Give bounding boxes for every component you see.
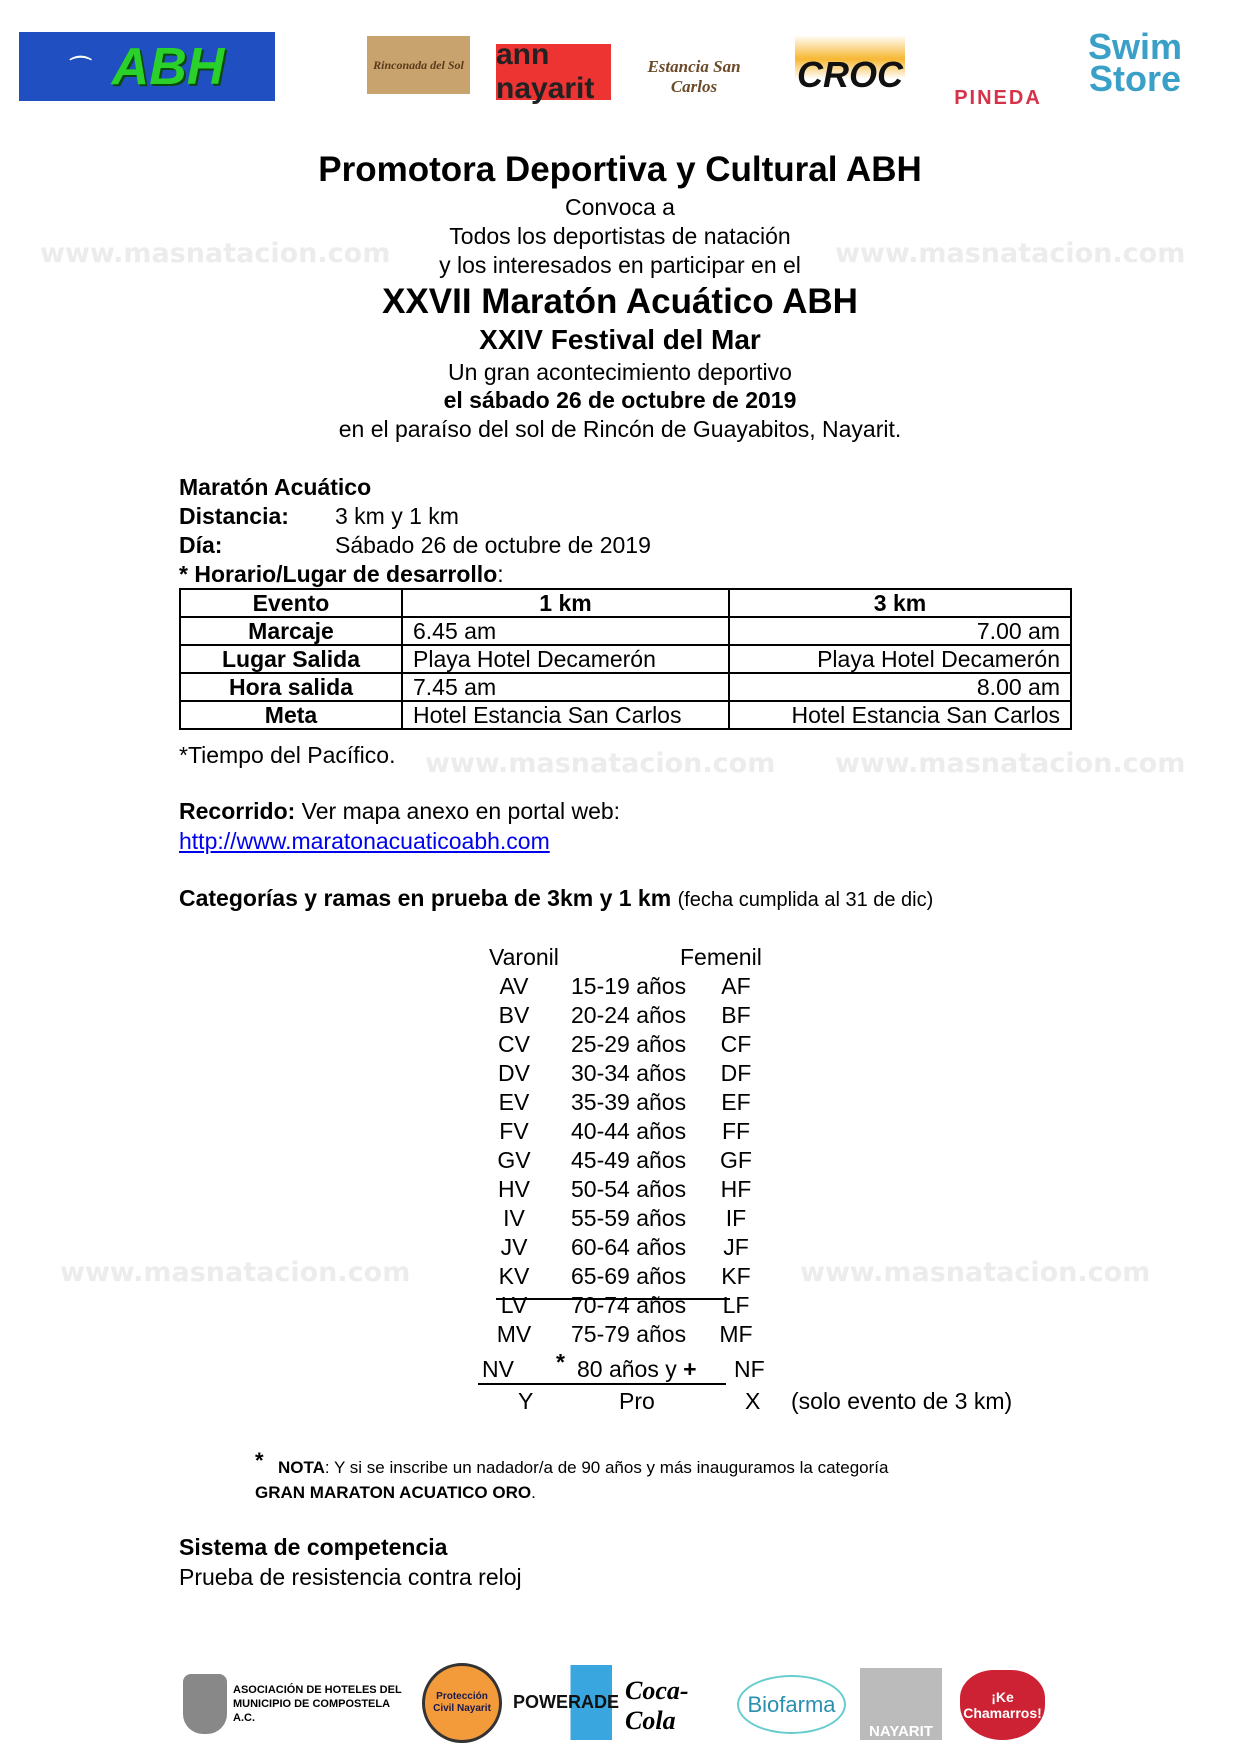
category-age: 40-44 años: [571, 1118, 687, 1144]
header-line: Convoca a: [565, 194, 675, 220]
coca-cola-logo: Coca-Cola: [625, 1676, 689, 1735]
nayarit-logo: NAYARIT: [860, 1668, 942, 1740]
category-female-code: LF: [722, 1292, 750, 1318]
nota-text: NOTA: Y si se inscribe un nadador/a de 90 años y más inauguramos la categoría: [278, 1458, 889, 1477]
table-header: 3 km: [729, 589, 1071, 617]
category-note: (solo evento de 3 km): [791, 1388, 1013, 1414]
divider: [478, 1383, 726, 1385]
category-age: 80 años y +: [577, 1356, 697, 1382]
proteccion-civil-logo: Protección Civil Nayarit: [422, 1663, 502, 1743]
table-header-row: [180, 589, 1071, 617]
section-title: Maratón Acuático: [179, 474, 372, 500]
category-male-code: KV: [498, 1263, 530, 1289]
category-female-code: IF: [725, 1205, 747, 1231]
category-female-code: X: [745, 1388, 761, 1414]
table-row: [180, 701, 1071, 729]
cell-3km: 8.00 am: [729, 673, 1071, 701]
festival-title: XXIV Festival del Mar: [479, 324, 761, 355]
distance-label: Distancia:: [179, 503, 289, 529]
cell-1km: 7.45 am: [402, 673, 729, 701]
divider: [496, 1298, 730, 1300]
cell-3km: 7.00 am: [729, 617, 1071, 645]
categories-title: Categorías y ramas en prueba de 3km y 1 km (fecha cumplida al 31 de dic): [179, 885, 934, 911]
category-age: Pro: [619, 1388, 655, 1414]
cell-1km: Hotel Estancia San Carlos: [402, 701, 729, 729]
event-place: en el paraíso del sol de Rincón de Guayabitos, Nayarit.: [338, 416, 902, 442]
category-female-code: NF: [734, 1356, 765, 1382]
cell-3km: Hotel Estancia San Carlos: [729, 701, 1071, 729]
category-age: 75-79 años: [571, 1321, 687, 1347]
distance-value: 3 km y 1 km: [335, 503, 459, 529]
swim-store-logo: Swim Store: [1087, 25, 1183, 99]
category-female-code: AF: [721, 973, 751, 999]
category-female-code: EF: [721, 1089, 751, 1115]
category-male-code: AV: [499, 973, 529, 999]
category-age: 45-49 años: [571, 1147, 687, 1173]
female-header: Femenil: [680, 944, 762, 970]
header-line: Todos los deportistas de natación: [449, 223, 791, 249]
male-header: Varonil: [489, 944, 559, 970]
pineda-logo: PINEDA: [954, 87, 1042, 109]
watermark: www.masnatacion.com: [835, 748, 1186, 779]
category-age: 35-39 años: [571, 1089, 687, 1115]
watermark: www.masnatacion.com: [835, 238, 1186, 269]
event-title: XXVII Maratón Acuático ABH: [382, 282, 858, 321]
category-age: 30-34 años: [571, 1060, 687, 1086]
category-female-code: KF: [721, 1263, 751, 1289]
schedule-label: * Horario/Lugar de desarrollo:: [179, 561, 504, 587]
row-label: Marcaje: [180, 617, 402, 645]
estancia-san-carlos-logo: Estancia San Carlos: [647, 57, 741, 96]
row-label: Meta: [180, 701, 402, 729]
category-age: 50-54 años: [571, 1176, 687, 1202]
table-header: 1 km: [402, 589, 729, 617]
system-text: Prueba de resistencia contra reloj: [179, 1564, 522, 1590]
schedule-table: [179, 588, 1072, 730]
category-male-code: CV: [498, 1031, 530, 1057]
row-label: Hora salida: [180, 673, 402, 701]
category-male-code: JV: [500, 1234, 528, 1260]
abh-logo: ⌒ ABH: [19, 32, 275, 101]
table-row: [180, 645, 1071, 673]
table-row: [180, 617, 1071, 645]
header-line: y los interesados en participar en el: [439, 252, 801, 278]
category-female-code: DF: [720, 1060, 752, 1086]
row-label: Lugar Salida: [180, 645, 402, 673]
category-male-code: NV: [482, 1356, 514, 1382]
category-male-code: HV: [498, 1176, 530, 1202]
website-link[interactable]: http://www.maratonacuaticoabh.com: [179, 828, 550, 854]
category-male-code: DV: [498, 1060, 530, 1086]
header-line: Un gran acontecimiento deportivo: [448, 359, 792, 385]
croc-logo: CROC: [795, 35, 905, 115]
category-male-code: IV: [503, 1205, 525, 1231]
watermark: www.masnatacion.com: [425, 748, 776, 779]
watermark: www.masnatacion.com: [40, 238, 391, 269]
category-female-code: JF: [723, 1234, 749, 1260]
category-male-code: MV: [496, 1321, 532, 1347]
cell-1km: 6.45 am: [402, 617, 729, 645]
organization-title: Promotora Deportiva y Cultural ABH: [318, 150, 922, 189]
watermark: www.masnatacion.com: [800, 1257, 1151, 1288]
asterisk: *: [556, 1349, 565, 1375]
timezone-footnote: *Tiempo del Pacífico.: [179, 742, 396, 768]
category-female-code: BF: [721, 1002, 751, 1028]
day-label: Día:: [179, 532, 223, 558]
category-female-code: HF: [720, 1176, 752, 1202]
cell-1km: Playa Hotel Decamerón: [402, 645, 729, 673]
category-male-code: BV: [498, 1002, 530, 1028]
category-age: 20-24 años: [571, 1002, 687, 1028]
watermark: www.masnatacion.com: [60, 1257, 411, 1288]
category-age: 70-74 años: [571, 1292, 687, 1318]
ke-chamarros-logo: ¡Ke Chamarros!: [960, 1670, 1045, 1740]
table-row: [180, 673, 1071, 701]
asterisk: *: [255, 1448, 264, 1473]
table-header: Evento: [180, 589, 402, 617]
category-female-code: GF: [720, 1147, 752, 1173]
category-male-code: Y: [518, 1388, 534, 1414]
category-age: 65-69 años: [571, 1263, 687, 1289]
hotel-association-logo: ASOCIACIÓN DE HOTELES DEL MUNICIPIO DE COMPOSTELA A.C.: [183, 1670, 413, 1738]
biofarma-logo: Biofarma: [737, 1675, 846, 1734]
category-age: 15-19 años: [571, 973, 687, 999]
event-date: el sábado 26 de octubre de 2019: [443, 387, 797, 413]
nota-category: GRAN MARATON ACUATICO ORO.: [255, 1483, 536, 1502]
category-female-code: FF: [721, 1118, 751, 1144]
route-line: Recorrido: Ver mapa anexo en portal web:: [179, 798, 621, 824]
category-male-code: EV: [498, 1089, 530, 1115]
powerade-logo: POWERADE: [520, 1665, 612, 1740]
ann-logo: ann nayarit: [496, 44, 611, 100]
system-title: Sistema de competencia: [179, 1534, 448, 1560]
category-female-code: CF: [720, 1031, 752, 1057]
cell-3km: Playa Hotel Decamerón: [729, 645, 1071, 673]
category-age: 55-59 años: [571, 1205, 687, 1231]
category-male-code: GV: [497, 1147, 531, 1173]
category-male-code: FV: [499, 1118, 529, 1144]
day-value: Sábado 26 de octubre de 2019: [335, 532, 651, 558]
rinconada-logo: Rinconada del Sol: [367, 36, 470, 94]
category-age: 60-64 años: [571, 1234, 687, 1260]
category-male-code: LV: [500, 1292, 528, 1318]
category-female-code: MF: [719, 1321, 753, 1347]
category-age: 25-29 años: [571, 1031, 687, 1057]
